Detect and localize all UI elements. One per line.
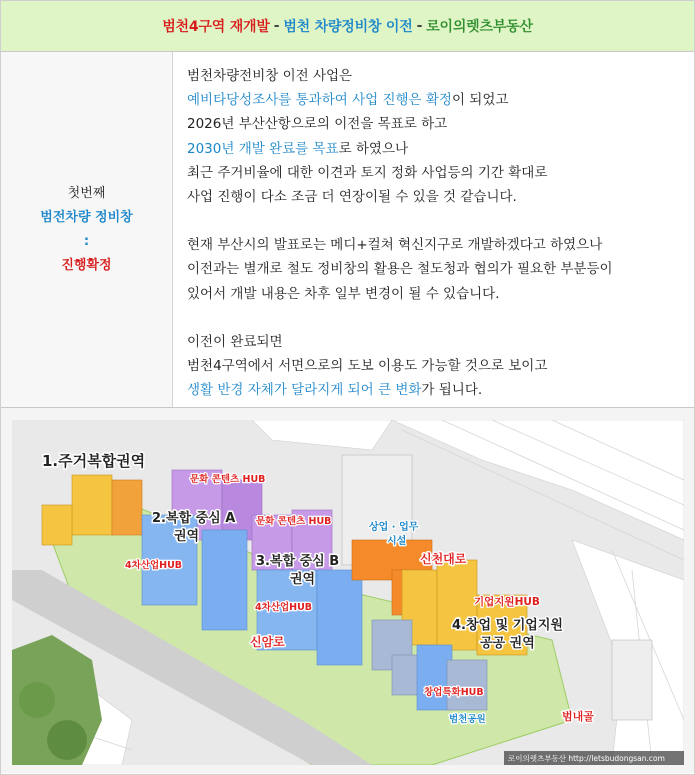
development-plan-rendering: [12, 420, 684, 765]
culture-hub-label-2: 문화 콘텐츠 HUB: [256, 516, 332, 527]
commercial-label: 상업 · 업무: [369, 522, 419, 533]
text-line: [187, 378, 687, 402]
zone-3-label-line2: 권역: [290, 572, 316, 587]
image-cell: [1, 408, 694, 773]
row-label-status: 진행확정: [61, 257, 112, 273]
zone-2-label-line2: 권역: [174, 529, 200, 544]
commercial-label-line2: 시설: [387, 536, 407, 547]
text-fragment: 로 하였으나: [338, 140, 409, 157]
culture-hub-label: 문화 콘텐츠 HUB: [190, 474, 266, 485]
text-line: 최근 주거비율에 대한 이견과 토지 정화 사업등의 기간 확대로: [187, 164, 548, 181]
startup-hub-label: 창업특화HUB: [424, 687, 484, 698]
title-part-relocation: 범천 차량정비창 이전: [283, 19, 413, 35]
text-line: 2026년 부산산항으로의 이전을 목표로 하고: [187, 116, 448, 133]
text-fragment: 이 되었고: [451, 92, 509, 109]
text-line: [187, 137, 687, 161]
row-body-text: [187, 64, 687, 402]
beomnae-label: 범내골: [562, 710, 594, 723]
enterprise-hub-label: 기업지원HUB: [474, 596, 540, 608]
zone-4-label-line2: 공공 권역: [480, 636, 535, 651]
text-line: [187, 88, 687, 112]
highlight-text: 예비타당성조사를 통과하여 사업 진행은 확정: [187, 92, 452, 109]
row-label-cell: [1, 52, 173, 407]
sincheon-road-label: 신천대로: [420, 552, 467, 566]
text-line: 현재 부산시의 발표로는 메디+컬쳐 혁신지구로 개발하겠다고 하였으나: [187, 237, 603, 254]
row-label-topic: 범전차량 정비창: [40, 209, 133, 225]
text-line: 이전과는 별개로 철도 정비창의 활용은 철도청과 협의가 필요한 부분등이: [187, 261, 613, 278]
zone-3-label: 3.복합 중심 B: [256, 554, 340, 569]
zone-1-label: 1.주거복합권역: [42, 452, 146, 470]
text-line: 있어서 개발 내용은 차후 일부 변경이 될 수 있습니다.: [187, 285, 500, 302]
highlight-text: 생활 반경 자체가 달라지게 되어 큰 변화: [187, 382, 422, 399]
sinam-road-label: 신암로: [250, 635, 285, 649]
row-label-colon: :: [83, 233, 90, 249]
zone-2-label: 2.복합 중심 A: [152, 511, 236, 526]
image-watermark: 로이의렛츠부동산 http://letsbudongsan.com: [508, 754, 665, 763]
title-part-blog-name: 로이의렛츠부동산: [426, 19, 533, 35]
title-part-redevelopment: 범천4구역 재개발: [162, 19, 270, 35]
title-bar: [1, 1, 694, 52]
row-label-order: 첫번째: [67, 185, 106, 201]
info-row: [1, 52, 694, 408]
text-fragment: 가 됩니다.: [421, 382, 483, 399]
fourth-industry-hub-label: 4차산업HUB: [125, 560, 183, 571]
station-label: 범천공원: [449, 714, 486, 725]
highlight-text: 2030년 개발 완료를 목표: [187, 140, 339, 157]
text-line: 사업 진행이 다소 조금 더 연장이될 수 있을 것 같습니다.: [187, 189, 517, 206]
title-separator: -: [273, 18, 280, 34]
text-line: 범천차량전비창 이전 사업은: [187, 68, 353, 84]
fourth-industry-hub-label-2: 4차산업HUB: [255, 602, 313, 613]
text-line: 범천4구역에서 서면으로의 도보 이용도 가능할 것으로 보이고: [187, 358, 548, 375]
zone-4-label: 4.창업 및 기업지원: [452, 618, 563, 633]
text-line: 이전이 완료되면: [187, 333, 283, 350]
title-separator: -: [416, 18, 423, 34]
